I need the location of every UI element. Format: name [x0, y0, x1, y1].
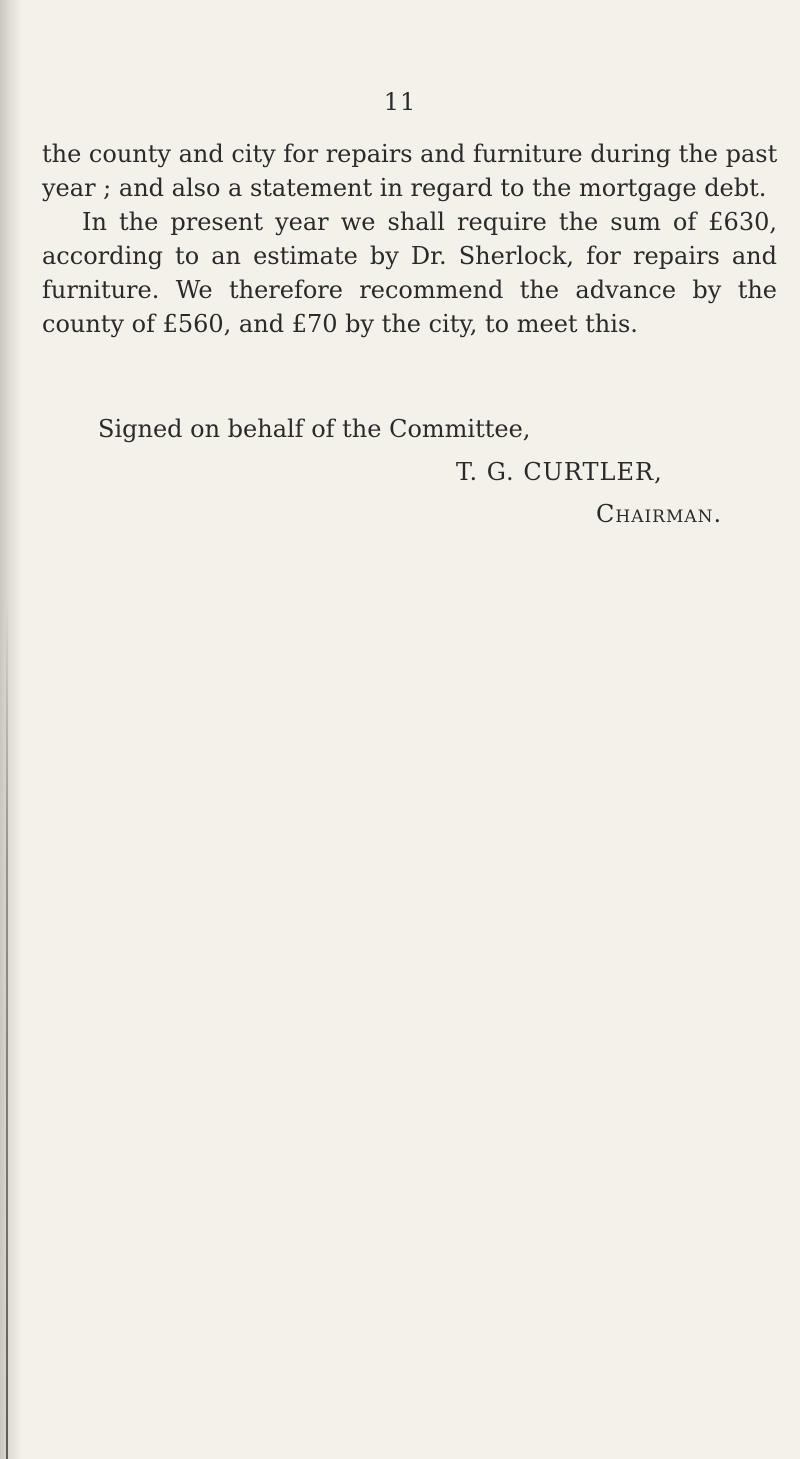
text-line-4: according to an estimate by Dr. Sherlock, for repairs and	[42, 242, 777, 270]
text-line-2: year ; and also a statement in regard to the mortgage debt.	[42, 174, 767, 202]
signer-name: T. G. CURTLER,	[456, 458, 663, 486]
signer-title: Chairman.	[596, 500, 723, 528]
text-line-3: In the present year we shall require the sum of £630,	[82, 208, 777, 236]
binding-shadow	[0, 0, 22, 1459]
page-number: 11	[383, 88, 417, 116]
report-paragraph	[42, 137, 777, 341]
text-line-6: county of £560, and £70 by the city, to meet this.	[42, 310, 638, 338]
text-line-5: furniture. We therefore recommend the advance by the	[42, 276, 777, 304]
binding-edge	[6, 600, 8, 1459]
signed-on-behalf-line: Signed on behalf of the Committee,	[98, 415, 531, 443]
text-line-1: the county and city for repairs and furniture during the past	[42, 140, 778, 168]
